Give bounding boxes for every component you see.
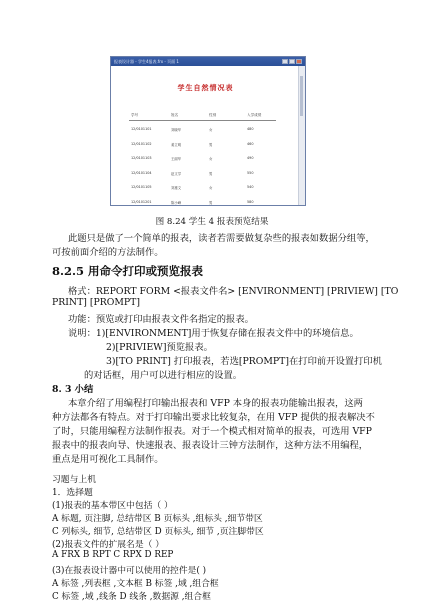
report-cell: 女	[209, 186, 213, 190]
report-cell: 女	[209, 128, 213, 132]
window-titlebar	[111, 57, 305, 66]
report-cell: 550	[247, 170, 254, 175]
paragraph-line: PRINT] [PROMPT]	[52, 297, 140, 308]
paragraph-line: 种方法都各有特点。对于打印输出要求比较复杂，在用 VFP 提供的报表解决不	[52, 412, 375, 423]
paragraph-line: 说明：1)[ENVIRONMENT]用于恢复存储在报表文件中的环境信息。	[68, 328, 359, 339]
report-cell: 男	[209, 171, 213, 176]
question-options: C 列标头, 细节, 总结带区 D 页标头, 细节 ,页注脚带区	[52, 527, 264, 537]
header-rule	[129, 120, 276, 121]
report-cell: 男	[209, 200, 213, 205]
question-options: A FRX B RPT C RPX D REP	[52, 550, 174, 560]
paragraph-line: 报表中的报表向导、快速报表、报表设计三钟方法制作，这种方法不用编程，	[52, 440, 369, 451]
paragraph-line: 重点是用可视化工具制作。	[52, 454, 164, 465]
minimize-icon[interactable]	[282, 59, 288, 64]
section-heading: 8.2.5 用命令打印或预览报表	[52, 264, 204, 278]
report-preview-window	[110, 56, 306, 206]
paragraph-line: 的对话框，用户可以进行相应的设置。	[84, 370, 243, 381]
report-cell: 480	[247, 127, 254, 131]
exercises-heading: 习题与上机	[52, 475, 96, 485]
question: (1)报表的基本带区中包括（ ）	[52, 501, 173, 511]
report-cell: 男	[209, 142, 213, 147]
paragraph-line: 本章介绍了用编程打印输出报表和 VFP 本身的报表功能输出报表，这两	[68, 398, 363, 409]
paragraph-line: 此题只是做了一个简单的报表，读者若需要做复杂些的报表如数据分组等，	[68, 233, 375, 244]
report-cell: 12/0101101	[131, 127, 152, 131]
report-cell: 490	[247, 156, 254, 160]
report-cell: 陈小峰	[171, 200, 182, 205]
paragraph-line: 可按前面介绍的方法制作。	[52, 247, 164, 258]
report-cell: 赵文学	[171, 171, 182, 176]
paragraph-line: 了时，只能用编程方法制作报表。对于一个模式相对简单的报表，可选用 VFP	[52, 426, 372, 437]
report-cell: 12/0101102	[131, 141, 152, 146]
vertical-scrollbar[interactable]	[298, 66, 305, 205]
paragraph-line: 3)[TO PRINT] 打印报表，若选[PROMPT]在打印前开设置打印机	[106, 356, 382, 367]
paragraph-line: 2)[PRIVIEW]预览报表。	[106, 342, 213, 353]
paragraph-line: 格式：REPORT FORM <报表文件名> [ENVIRONMENT] [PRIVIEW] [TO	[68, 286, 399, 297]
report-cell: 580	[247, 199, 254, 204]
maximize-icon[interactable]	[289, 59, 295, 64]
section-heading: 8. 3 小结	[52, 384, 94, 395]
scroll-thumb[interactable]	[300, 76, 303, 116]
report-cell: 12/0101201	[131, 199, 152, 204]
question: (2)报表文件的扩展名是（ ）	[52, 540, 165, 550]
report-cell: 王丽华	[171, 157, 182, 161]
column-header: 学号	[131, 113, 139, 117]
report-cell: 刘晓华	[171, 128, 182, 132]
report-cell: 女	[209, 157, 213, 161]
question: (3)在报表设计器中可以使用的控件是( )	[52, 566, 207, 576]
report-cell: 540	[247, 185, 254, 189]
report-cell: 刘惠文	[171, 186, 182, 190]
figure-caption: 图 8.24 学生 4 报表预览结果	[155, 217, 269, 227]
report-cell: 姜立明	[171, 142, 182, 147]
paragraph-line: 功能：预览或打印由报表文件名指定的报表。	[68, 314, 254, 325]
close-icon[interactable]	[296, 59, 302, 64]
column-header: 姓名	[171, 113, 179, 117]
question-options: A 标签 ,列表框 ,文本框 B 标签 ,域 ,组合框	[52, 579, 219, 589]
report-page	[115, 69, 296, 203]
report-cell: 460	[247, 141, 254, 146]
report-cell: 12/0101105	[131, 185, 152, 189]
column-header: 性别	[209, 113, 217, 117]
window-title: 报表设计器 - 学生4报表.frx - 页面 1	[114, 58, 179, 64]
question-options: C 标签 ,域 ,线条 D 线条 ,数据源 ,组合框	[52, 592, 211, 602]
report-cell: 12/0101103	[131, 156, 152, 160]
report-cell: 12/0101104	[131, 170, 152, 175]
question-options: A 标题, 页注脚, 总结带区 B 页标头 ,组标头 ,细节带区	[52, 514, 263, 524]
column-header: 入学成绩	[247, 113, 262, 117]
exercise-section: 1．选择题	[52, 488, 93, 498]
report-title: 学生自然情况表	[177, 83, 234, 92]
